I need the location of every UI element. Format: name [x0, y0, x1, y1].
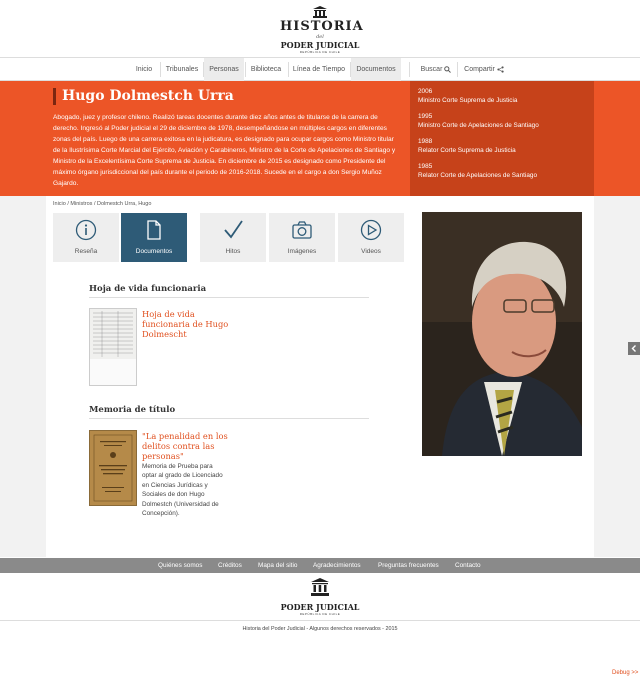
tab-hitos[interactable]	[200, 213, 266, 262]
share-icon	[497, 66, 504, 73]
tab-label: Imágenes	[287, 248, 317, 255]
footer-divider	[0, 620, 640, 621]
page-gutter-left	[0, 196, 46, 557]
search-icon	[444, 66, 451, 73]
poder-judicial-logo[interactable]	[280, 578, 360, 618]
footer-link-preguntas-frecuentes[interactable]: Preguntas frecuentes	[378, 562, 439, 569]
historia-logo[interactable]	[280, 4, 364, 54]
nav-divider	[409, 62, 410, 77]
document-thumbnail-hoja[interactable]	[89, 308, 137, 386]
section-title-memoria: Memoria de título	[89, 405, 176, 415]
tab-imagenes[interactable]	[269, 213, 335, 262]
tab-label: Reseña	[74, 248, 98, 255]
nav-item-inicio[interactable]: Inicio	[135, 66, 153, 73]
document-description: Memoria de Prueba para optar al grado de Licenciado en Ciencias Jurídicas y Sociales de don Hugo Dolmestch (Universidad de Concepción).	[142, 463, 223, 518]
tab-label: Videos	[361, 248, 381, 255]
portrait-image	[422, 212, 582, 456]
timeline-role: Ministro Corte Suprema de Justicia	[418, 97, 518, 104]
portrait-photo	[422, 212, 582, 456]
page-title: Hugo Dolmestch Urra	[53, 88, 234, 105]
section-divider	[89, 418, 369, 419]
tab-documentos[interactable]	[121, 213, 187, 262]
section-divider	[89, 297, 369, 298]
logo-poder-judicial-text: PODER JUDICIAL	[280, 40, 360, 50]
document-icon	[143, 219, 165, 241]
timeline-role: Ministro Corte de Apelaciones de Santiago	[418, 122, 539, 129]
nav-item-documentos[interactable]: Documentos	[351, 58, 401, 81]
document-link-memoria[interactable]: "La penalidad en los delitos contra las personas"	[142, 431, 228, 461]
footer-link-quienes-somos[interactable]: Quiénes somos	[158, 562, 203, 569]
career-timeline	[410, 81, 594, 196]
courthouse-icon	[311, 578, 329, 596]
footer-logo-text: PODER JUDICIAL	[280, 602, 360, 612]
nav-divider	[457, 62, 458, 77]
share-label: Compartir	[464, 66, 495, 73]
timeline-year: 2006	[418, 88, 433, 95]
checkmark-icon	[222, 219, 244, 241]
play-icon	[360, 219, 382, 241]
tab-videos[interactable]	[338, 213, 404, 262]
debug-link[interactable]: Debug >>	[612, 670, 639, 676]
document-thumbnail-memoria[interactable]	[89, 430, 137, 506]
nav-item-personas[interactable]: Personas	[204, 58, 244, 81]
footer-link-contacto[interactable]: Contacto	[455, 562, 481, 569]
timeline-year: 1995	[418, 113, 433, 120]
profile-tabs	[53, 213, 404, 262]
footer-link-mapa-del-sitio[interactable]: Mapa del sitio	[258, 562, 298, 569]
search-button[interactable]	[416, 58, 456, 81]
courthouse-icon	[313, 6, 327, 18]
logo-historia-text: HISTORIA	[280, 19, 364, 34]
main-nav	[0, 57, 640, 81]
section-title-hoja: Hoja de vida funcionaria	[89, 284, 207, 294]
info-icon	[75, 219, 97, 241]
logo-del-text: del	[316, 34, 324, 40]
timeline-role: Relator Corte Suprema de Justicia	[418, 147, 516, 154]
copyright-text: Historia del Poder Judicial - Algunos derechos reservados - 2015	[242, 626, 398, 632]
side-panel-toggle[interactable]	[628, 342, 640, 355]
nav-item-biblioteca[interactable]: Biblioteca	[250, 66, 282, 73]
document-link-hoja[interactable]: Hoja de vida funcionaria de Hugo Dolmescht	[142, 309, 229, 339]
camera-icon	[291, 219, 313, 241]
nav-item-tribunales[interactable]: Tribunales	[165, 66, 199, 73]
breadcrumb[interactable]: Inicio / Ministros / Dolmestch Urra, Hugo	[53, 201, 152, 207]
logo-republica-text: REPÚBLICA DE CHILE	[299, 50, 341, 54]
tab-label: Hitos	[225, 248, 241, 255]
tab-label: Documentos	[135, 248, 173, 255]
footer-link-agradecimientos[interactable]: Agradecimientos	[313, 562, 361, 569]
timeline-role: Relator Corte de Apelaciones de Santiago	[418, 172, 538, 179]
biography-text: Abogado, juez y profesor chileno. Realizó tareas docentes durante diez años antes de titularse de la carrera de derecho. Ingresó al Poder judicial el 29 de diciembre de 1978, desempeñándose en múltiples cargos en diferentes zonas del país. Luego de una carrera exitosa en la judicatura, es designado para ocupar cargos como Ministro titular de la Ilustrísima Corte Marcial del Ejército, Aviación y Carabineros, Ministro de la Corte de Apelaciones de Santiago y Ministro de la Excelentísima Corte Suprema de Justicia. En diciembre de 2015 es designado como Presidente del máximo órgano jurisdiccional del país durante el periodo de 2016-2018. Sucede en el cargo a don Sergio Muñoz Gajardo.	[53, 114, 396, 187]
document-scan-image	[90, 309, 136, 385]
share-button[interactable]	[461, 58, 507, 81]
nav-item-linea-de-tiempo[interactable]: Línea de Tiempo	[292, 66, 346, 73]
search-label: Buscar	[420, 66, 443, 73]
timeline-year: 1985	[418, 163, 433, 170]
timeline-year: 1988	[418, 138, 433, 145]
footer-logo-subtext: REPÚBLICA DE CHILE	[299, 612, 341, 616]
page-gutter-right	[594, 196, 640, 557]
thesis-cover-image	[90, 431, 136, 505]
site-header	[0, 0, 640, 57]
tab-resena[interactable]	[53, 213, 119, 262]
footer-link-creditos[interactable]: Créditos	[218, 562, 242, 569]
chevron-left-icon	[628, 342, 640, 355]
nav-divider	[160, 62, 161, 77]
footer-nav	[0, 558, 640, 573]
